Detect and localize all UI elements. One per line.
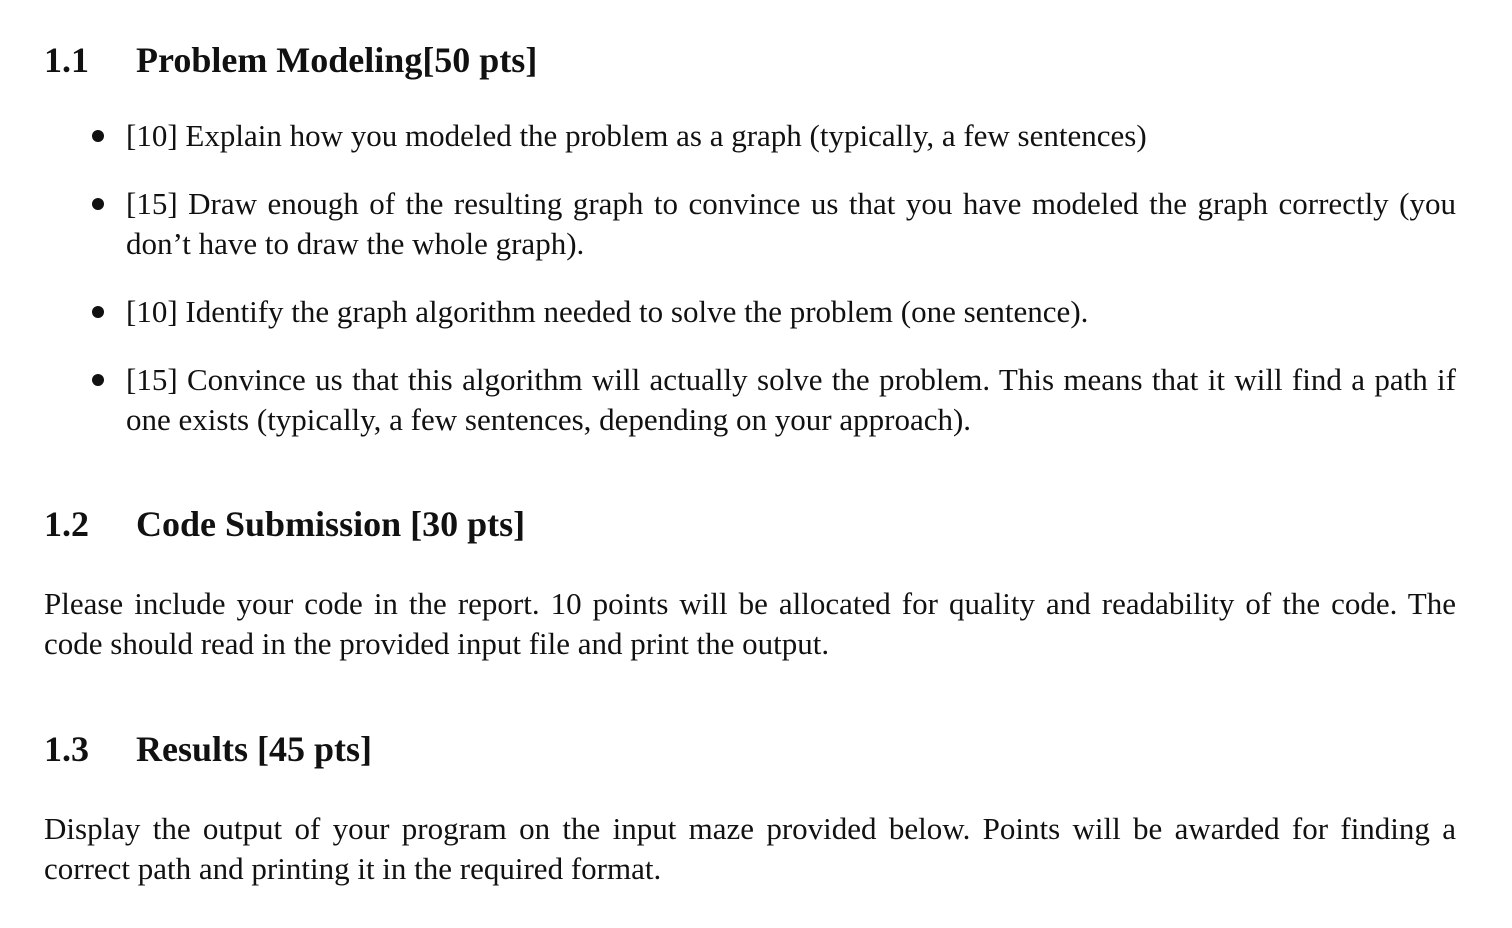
bullet-icon bbox=[92, 198, 104, 210]
section-number: 1.2 bbox=[44, 504, 89, 544]
bullet-icon bbox=[92, 130, 104, 142]
list-item-text: [15] Draw enough of the resulting graph to convince us that you have modeled the graph correctly (you don’t have to draw the whole graph). bbox=[126, 186, 1456, 261]
bullet-icon bbox=[92, 374, 104, 386]
section-paragraph: Please include your code in the report. 10 points will be allocated for quality and readability of the code. The code should read in the provided input file and print the output. bbox=[44, 586, 1456, 661]
section-title: Results [45 pts] bbox=[136, 729, 373, 769]
list-item-text: [15] Convince us that this algorithm will actually solve the problem. This means that it will find a path if one exists (typically, a few sentences, depending on your approach). bbox=[126, 362, 1456, 437]
bullet-icon bbox=[92, 306, 104, 318]
section-paragraph: Display the output of your program on the input maze provided below. Points will be awarded for finding a correct path and printing it in the required format. bbox=[44, 811, 1456, 886]
section-heading-results bbox=[44, 729, 372, 769]
section-heading-problem-modeling bbox=[44, 40, 537, 80]
section-title: Problem Modeling[50 pts] bbox=[136, 40, 538, 80]
section-number: 1.1 bbox=[44, 40, 89, 80]
list-item-text: [10] Explain how you modeled the problem as a graph (typically, a few sentences) bbox=[126, 118, 1147, 153]
section-title: Code Submission [30 pts] bbox=[136, 504, 526, 544]
section-number: 1.3 bbox=[44, 729, 89, 769]
list-item-text: [10] Identify the graph algorithm needed to solve the problem (one sentence). bbox=[126, 294, 1089, 329]
section-heading-code-submission bbox=[44, 504, 525, 544]
